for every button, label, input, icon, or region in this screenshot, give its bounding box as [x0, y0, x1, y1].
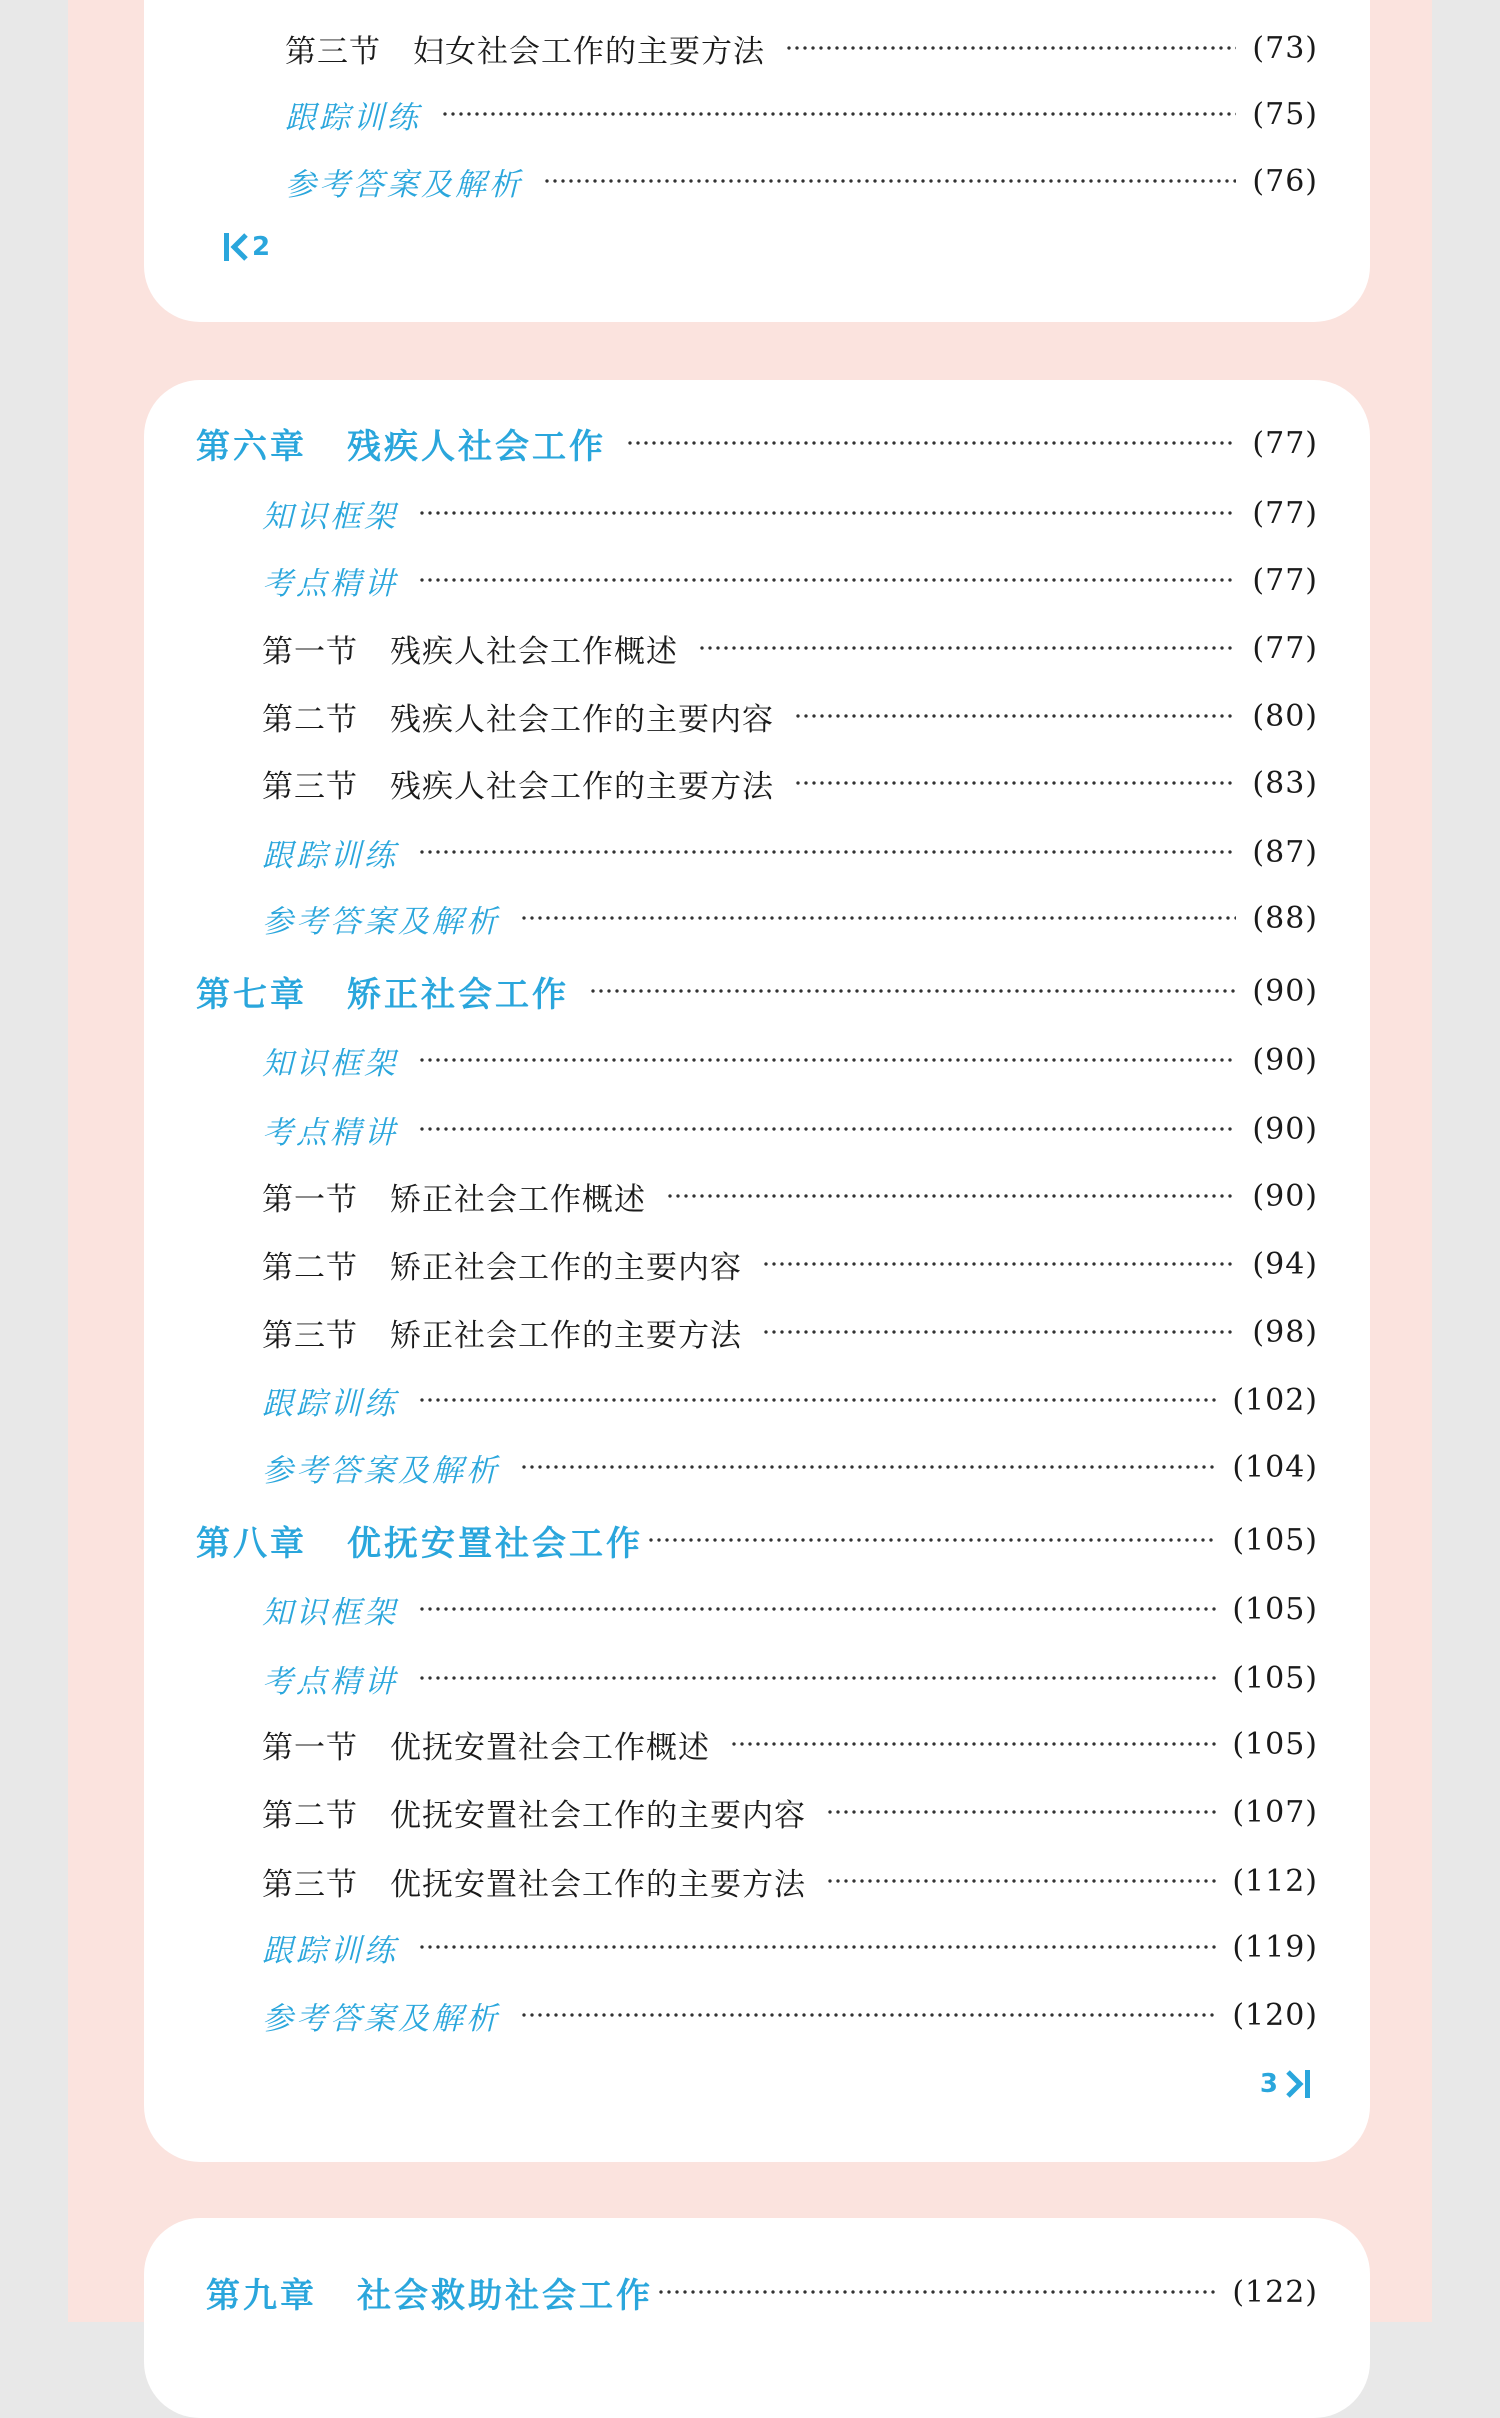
toc-entry-exercises[interactable]: [262, 1374, 1318, 1426]
entry-title: 跟踪训练: [262, 1932, 398, 1969]
dot-leader: [418, 1057, 1236, 1063]
dot-leader: [418, 1606, 1216, 1612]
entry-title: 考点精讲: [262, 1114, 398, 1151]
page-number: (105): [1232, 1660, 1318, 1696]
dot-leader: [418, 1126, 1236, 1132]
section-number: 第二节: [262, 701, 358, 738]
dot-leader: [826, 1809, 1216, 1815]
entry-title: 参考答案及解析: [262, 2000, 500, 2037]
chapter-title: 社会救助社会工作: [357, 2275, 653, 2316]
toc-entry-key-points[interactable]: [262, 1103, 1318, 1155]
entry-title: 考点精讲: [262, 565, 398, 602]
page-number: (83): [1252, 765, 1318, 801]
section-title: 优抚安置社会工作概述: [390, 1729, 710, 1766]
dot-leader: [418, 1675, 1216, 1681]
entry-title: 参考答案及解析: [262, 1452, 500, 1489]
page-number: (107): [1232, 1794, 1318, 1830]
toc-entry-exercises[interactable]: [262, 826, 1318, 878]
chapter-title: 优抚安置社会工作: [347, 1523, 643, 1564]
toc-card-main: [144, 380, 1370, 2162]
toc-entry-chapter[interactable]: [196, 1514, 1318, 1566]
entry-title: 知识框架: [262, 1594, 398, 1631]
toc-entry-key-points[interactable]: [262, 1652, 1318, 1704]
page-number: (88): [1252, 900, 1318, 936]
section-number: 第三节: [262, 1317, 358, 1354]
toc-entry-chapter[interactable]: [206, 2266, 1318, 2318]
dot-leader: [657, 2289, 1216, 2295]
page-number: (105): [1232, 1591, 1318, 1627]
dot-leader: [441, 111, 1236, 117]
page-number: (94): [1252, 1246, 1318, 1282]
page-number: (77): [1252, 425, 1318, 461]
page-number: (90): [1252, 1042, 1318, 1078]
toc-entry-chapter[interactable]: [196, 965, 1318, 1017]
page-number: (76): [1252, 163, 1318, 199]
toc-entry-section[interactable]: [285, 22, 1318, 74]
double-chevron-right-icon: [1284, 2070, 1310, 2098]
chapter-title: 残疾人社会工作: [347, 426, 606, 467]
page-marker-left: [224, 232, 270, 262]
page-number: (75): [1252, 96, 1318, 132]
dot-leader: [666, 1193, 1236, 1199]
dot-leader: [794, 713, 1236, 719]
toc-entry-section[interactable]: [262, 1170, 1318, 1222]
toc-entry-answers[interactable]: [262, 892, 1318, 944]
toc-entry-framework[interactable]: [262, 487, 1318, 539]
entry-title: 参考答案及解析: [285, 166, 523, 203]
entry-title: 知识框架: [262, 1045, 398, 1082]
double-chevron-left-icon: [224, 233, 250, 261]
section-title: 优抚安置社会工作的主要方法: [390, 1866, 806, 1903]
page-marker-number: 2: [252, 232, 271, 262]
entry-title: 知识框架: [262, 498, 398, 535]
toc-entry-exercises[interactable]: [262, 1921, 1318, 1973]
page-number: (112): [1232, 1863, 1318, 1899]
page-number: (90): [1252, 973, 1318, 1009]
section-number: 第一节: [262, 1729, 358, 1766]
page-number: (90): [1252, 1111, 1318, 1147]
page-number: (77): [1252, 630, 1318, 666]
section-title: 矫正社会工作概述: [390, 1181, 646, 1218]
section-number: 第一节: [262, 1181, 358, 1218]
section-number: 第二节: [262, 1249, 358, 1286]
page-number: (80): [1252, 698, 1318, 734]
entry-title: 参考答案及解析: [262, 903, 500, 940]
dot-leader: [418, 510, 1236, 516]
section-number: 第三节: [262, 1866, 358, 1903]
page-number: (105): [1232, 1522, 1318, 1558]
chapter-number: 第八章: [196, 1523, 307, 1564]
section-title: 矫正社会工作的主要内容: [390, 1249, 742, 1286]
page-number: (105): [1232, 1726, 1318, 1762]
section-number: 第三节: [285, 33, 381, 70]
dot-leader: [698, 645, 1236, 651]
toc-entry-section[interactable]: [262, 1238, 1318, 1290]
dot-leader: [520, 1464, 1216, 1470]
page-number: (73): [1252, 30, 1318, 66]
dot-leader: [826, 1878, 1216, 1884]
dot-leader: [520, 2012, 1216, 2018]
toc-entry-framework[interactable]: [262, 1034, 1318, 1086]
chapter-title: 矫正社会工作: [347, 974, 569, 1015]
page-marker-number: 3: [1259, 2069, 1278, 2099]
toc-entry-section[interactable]: [262, 1306, 1318, 1358]
toc-entry-section[interactable]: [262, 1786, 1318, 1838]
page-number: (104): [1232, 1449, 1318, 1485]
page-number: (120): [1232, 1997, 1318, 2033]
page-number: (77): [1252, 562, 1318, 598]
page-number: (77): [1252, 495, 1318, 531]
dot-leader: [418, 577, 1236, 583]
section-title: 残疾人社会工作的主要方法: [390, 768, 774, 805]
toc-card-top: [144, 0, 1370, 322]
dot-leader: [626, 440, 1236, 446]
section-number: 第三节: [262, 768, 358, 805]
toc-entry-answers[interactable]: [262, 1989, 1318, 2041]
toc-entry-exercises[interactable]: [285, 88, 1318, 140]
toc-entry-answers[interactable]: [262, 1441, 1318, 1493]
page-marker-right: [1260, 2069, 1310, 2099]
section-number: 第一节: [262, 633, 358, 670]
dot-leader: [730, 1741, 1216, 1747]
section-title: 优抚安置社会工作的主要内容: [390, 1797, 806, 1834]
toc-entry-section[interactable]: [262, 1718, 1318, 1770]
dot-leader: [589, 988, 1236, 994]
page-number: (119): [1232, 1929, 1318, 1965]
dot-leader: [794, 780, 1236, 786]
dot-leader: [762, 1329, 1236, 1335]
toc-entry-section[interactable]: [262, 757, 1318, 809]
toc-entry-section[interactable]: [262, 1855, 1318, 1907]
dot-leader: [785, 45, 1236, 51]
section-number: 第二节: [262, 1797, 358, 1834]
dot-leader: [418, 1397, 1216, 1403]
entry-title: 跟踪训练: [262, 1385, 398, 1422]
dot-leader: [418, 1944, 1216, 1950]
entry-title: 跟踪训练: [285, 99, 421, 136]
toc-entry-section[interactable]: [262, 622, 1318, 674]
toc-entry-framework[interactable]: [262, 1583, 1318, 1635]
dot-leader: [543, 178, 1236, 184]
toc-entry-answers[interactable]: [285, 155, 1318, 207]
entry-title: 考点精讲: [262, 1663, 398, 1700]
page-number: (98): [1252, 1314, 1318, 1350]
toc-entry-chapter[interactable]: [196, 417, 1318, 469]
section-title: 妇女社会工作的主要方法: [413, 33, 765, 70]
chapter-number: 第九章: [206, 2275, 317, 2316]
dot-leader: [647, 1537, 1216, 1543]
page-number: (102): [1232, 1382, 1318, 1418]
dot-leader: [418, 849, 1236, 855]
page-number: (87): [1252, 834, 1318, 870]
toc-entry-section[interactable]: [262, 690, 1318, 742]
page-number: (122): [1232, 2274, 1318, 2310]
chapter-number: 第六章: [196, 426, 307, 467]
dot-leader: [520, 915, 1236, 921]
section-title: 残疾人社会工作概述: [390, 633, 678, 670]
section-title: 残疾人社会工作的主要内容: [390, 701, 774, 738]
page-number: (90): [1252, 1178, 1318, 1214]
entry-title: 跟踪训练: [262, 837, 398, 874]
chapter-number: 第七章: [196, 974, 307, 1015]
section-title: 矫正社会工作的主要方法: [390, 1317, 742, 1354]
dot-leader: [762, 1261, 1236, 1267]
toc-card-bottom: [144, 2218, 1370, 2418]
toc-entry-key-points[interactable]: [262, 554, 1318, 606]
